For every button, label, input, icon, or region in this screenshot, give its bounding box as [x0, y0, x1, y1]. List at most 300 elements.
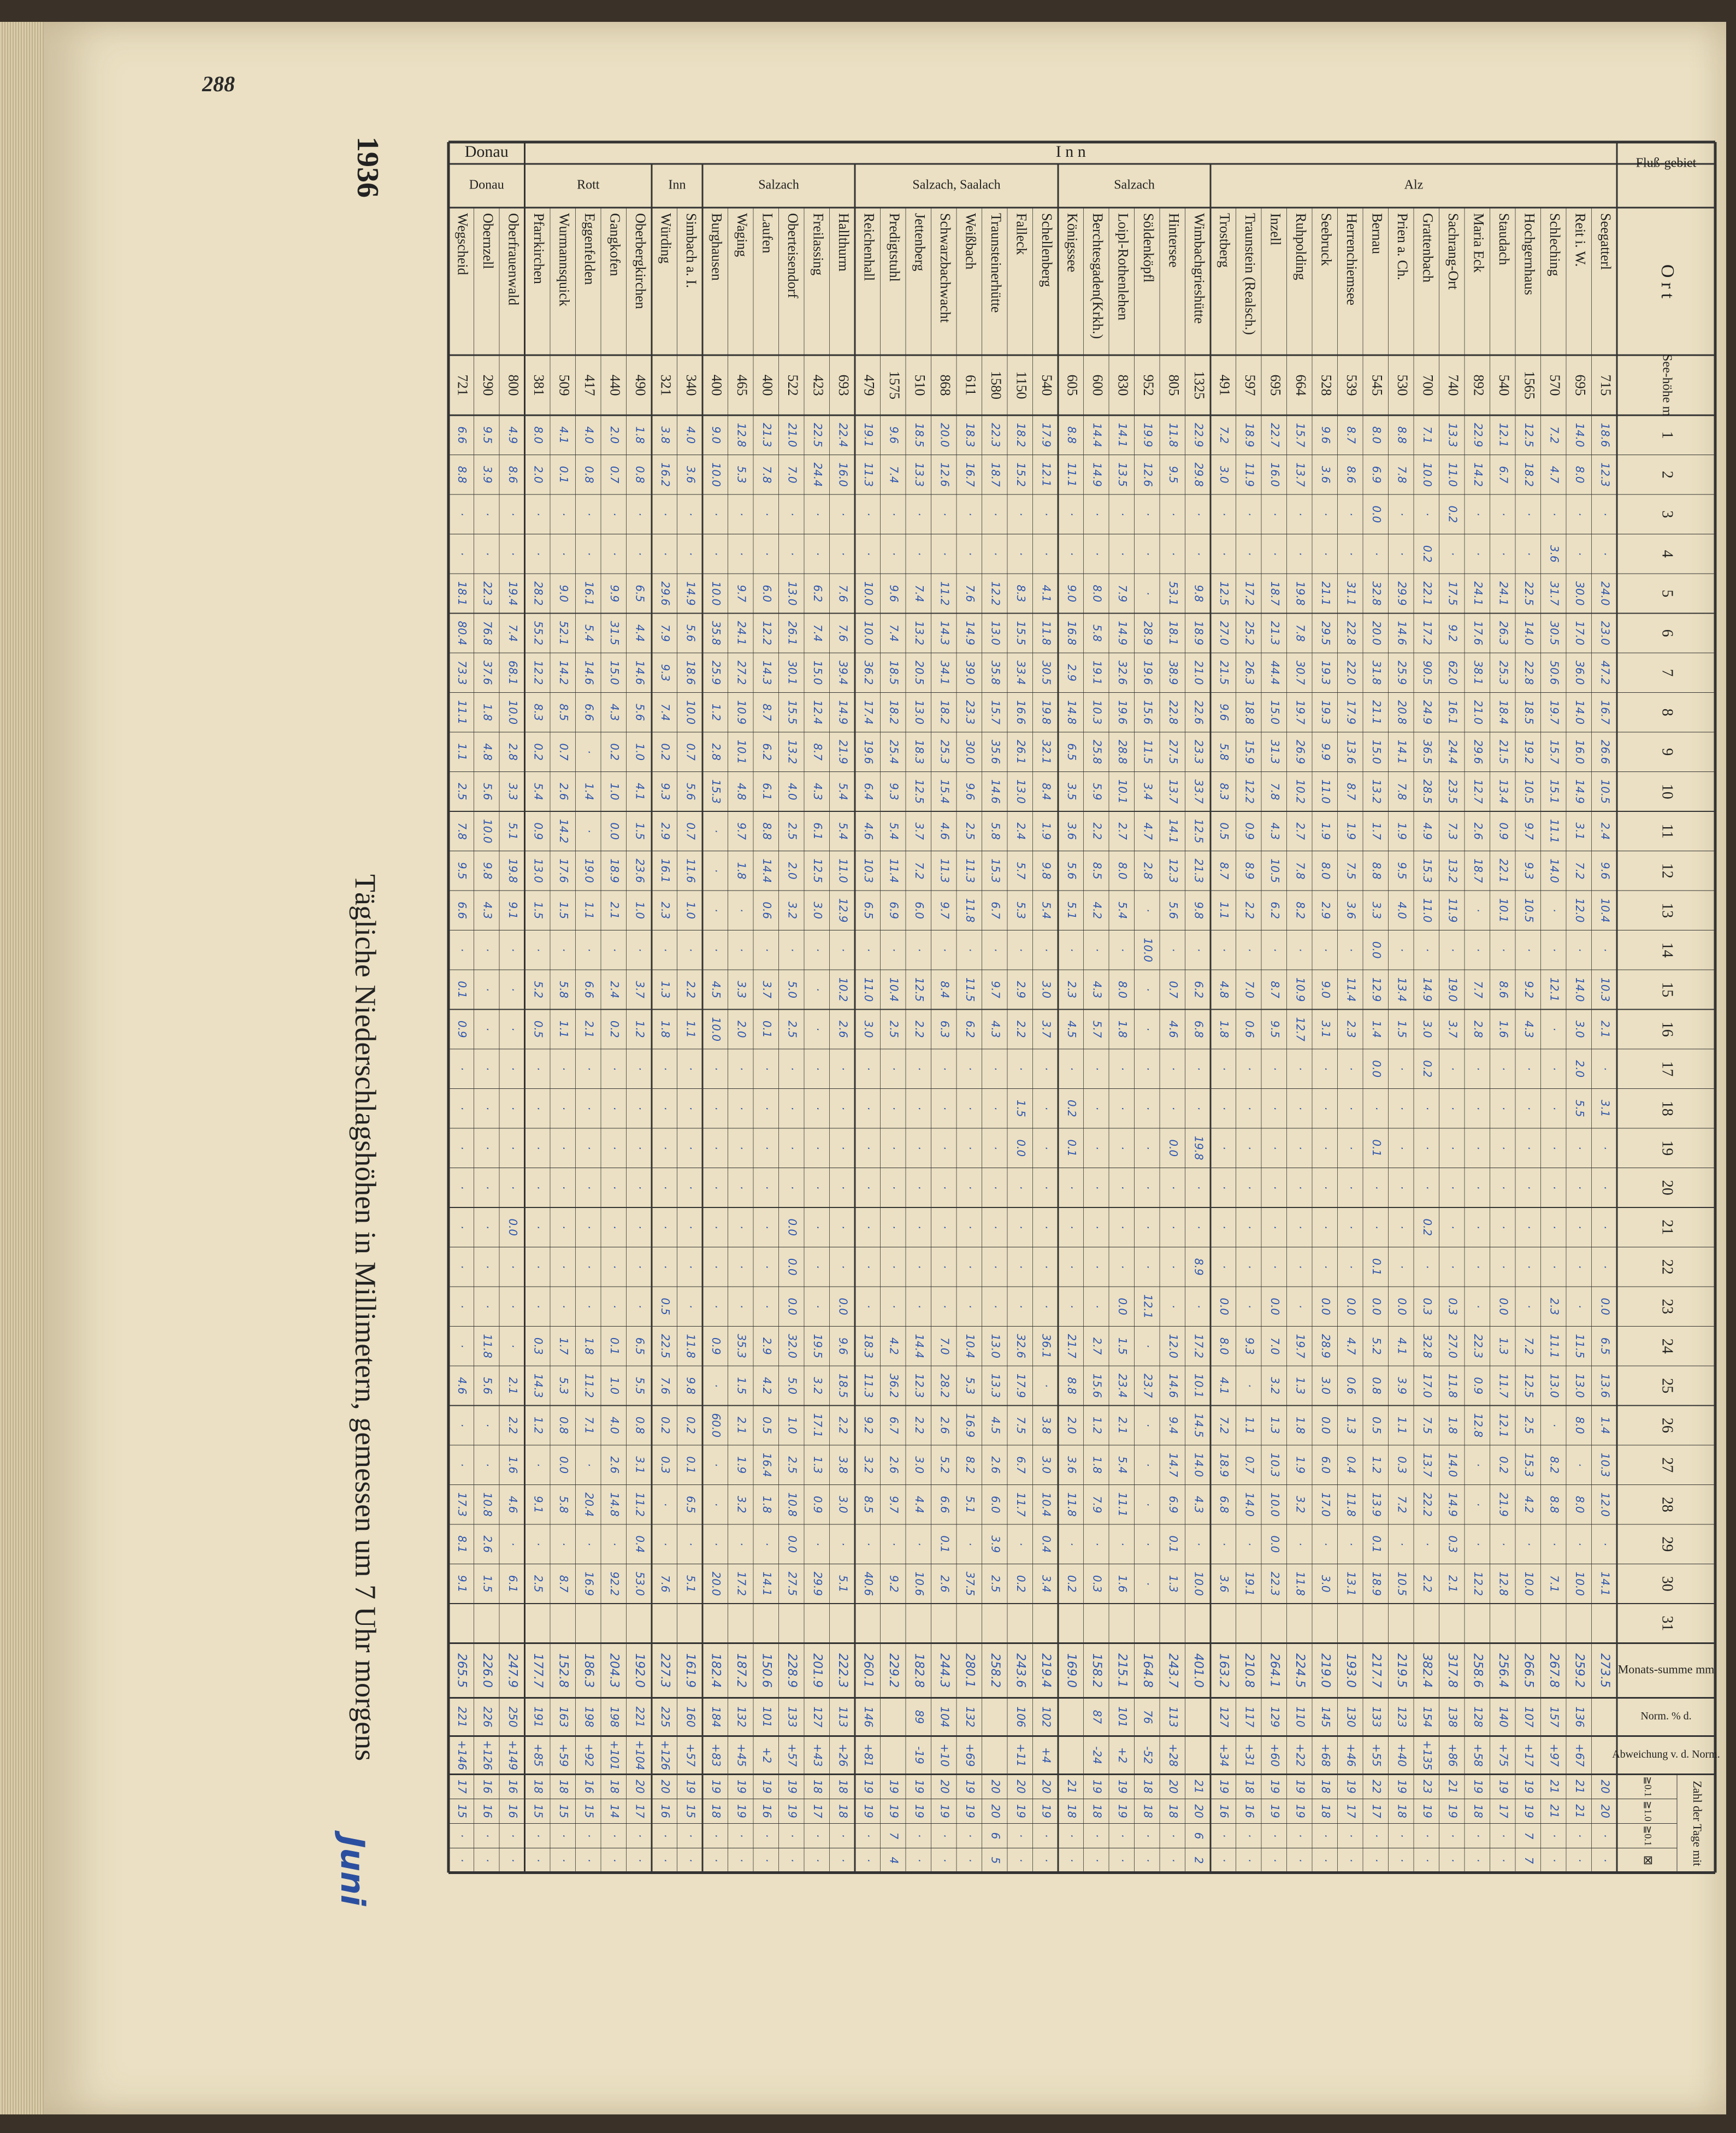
percent-of-norm: 140 [1497, 1706, 1510, 1728]
day-value: · [557, 1067, 570, 1071]
group-label: Rott [577, 178, 600, 192]
day-value: 2.6 [989, 1456, 1002, 1474]
day-value: 25.2 [1243, 621, 1256, 646]
day-value: 2.1 [1115, 1416, 1129, 1434]
deviation-from-norm: +149 [506, 1740, 519, 1770]
day-value: 14.9 [1115, 621, 1129, 646]
day-value: 0.1 [938, 1535, 952, 1553]
station-elevation: 1325 [1191, 371, 1207, 399]
deviation-from-norm: +4 [1040, 1747, 1053, 1764]
monthly-sum: 187.2 [734, 1653, 748, 1688]
day-value: 9.9 [1319, 743, 1332, 761]
days-count-3: · [1090, 1834, 1104, 1838]
day-value: 9.3 [658, 664, 672, 682]
days-count-1: 18 [532, 1780, 545, 1794]
day-value: 35.6 [989, 739, 1002, 764]
days-count-3: · [684, 1834, 698, 1838]
day-value: 10.5 [1522, 779, 1536, 804]
days-count-3: · [455, 1834, 469, 1838]
day-value: 0.0 [1598, 1298, 1612, 1316]
station-name: Reit i. W. [1572, 213, 1589, 267]
day-value: · [1471, 909, 1485, 912]
days-count-3: · [1243, 1834, 1256, 1838]
day-value: · [1217, 1146, 1231, 1150]
day-value: 8.2 [963, 1456, 977, 1474]
station-elevation: 510 [912, 374, 928, 396]
day-value: 37.5 [963, 1571, 977, 1596]
header-zahl-der-tage: Zahl der Tage mit [1690, 1781, 1704, 1866]
day-value: · [963, 1225, 977, 1229]
day-value: · [1166, 1265, 1180, 1269]
day-value: 11.2 [582, 1373, 596, 1398]
day-value: 1.5 [481, 1575, 494, 1593]
day-value: · [1141, 592, 1155, 596]
day-value: 10.3 [861, 858, 875, 883]
day-value: · [836, 1225, 850, 1229]
day-value: 1.1 [1217, 901, 1231, 920]
day-value: · [1141, 552, 1155, 556]
day-value: 22.6 [1192, 700, 1206, 725]
station-name: Hintersee [1166, 213, 1182, 268]
day-value: 6.0 [989, 1495, 1002, 1513]
day-value: · [1141, 1027, 1155, 1031]
day-value: 9.3 [658, 782, 672, 800]
day-value: 10.5 [1268, 858, 1282, 883]
station-name: Prien a. Ch. [1394, 213, 1410, 280]
day-value: 8.0 [1573, 1495, 1586, 1513]
day-value: 14.6 [1395, 621, 1409, 646]
day-value: 5.4 [836, 822, 850, 840]
day-value: 18.2 [1522, 462, 1536, 487]
monthly-sum: 228.9 [784, 1653, 799, 1688]
day-value: 0.0 [1369, 505, 1383, 523]
header-day-17: 17 [1658, 1061, 1676, 1077]
day-value: · [506, 1106, 519, 1110]
days-count-2: 18 [1090, 1804, 1104, 1818]
percent-of-norm: 145 [1319, 1706, 1332, 1728]
day-value: · [1395, 1225, 1409, 1229]
day-value: 0.0 [1369, 1298, 1383, 1316]
day-value: · [481, 948, 494, 952]
days-count-3: 7 [1522, 1832, 1536, 1840]
day-value: 4.0 [607, 1416, 621, 1434]
day-value: · [607, 1186, 621, 1189]
day-value: 1.3 [1497, 1337, 1510, 1355]
day-value: · [1471, 1186, 1485, 1189]
day-value: 0.2 [1065, 1575, 1078, 1593]
day-value: · [1446, 1146, 1460, 1150]
deviation-from-norm: +69 [963, 1743, 977, 1767]
day-value: · [989, 1146, 1002, 1150]
day-value: 36.2 [861, 660, 875, 685]
day-value: 1.0 [607, 1377, 621, 1395]
day-value: · [989, 552, 1002, 556]
day-value: · [455, 1186, 469, 1189]
monthly-sum: 264.1 [1267, 1653, 1282, 1688]
station-elevation: 1580 [988, 371, 1004, 399]
station-elevation: 290 [480, 374, 496, 396]
day-value: · [506, 1305, 519, 1309]
day-value: 3.2 [735, 1495, 748, 1513]
day-value: · [658, 552, 672, 556]
day-value: 5.4 [582, 624, 596, 642]
day-value: 21.0 [786, 422, 799, 447]
day-value: 6.7 [887, 1416, 901, 1434]
day-value: 2.1 [506, 1377, 519, 1395]
station-name: Gangkofen [607, 213, 623, 276]
day-value: 14.0 [1573, 700, 1586, 725]
day-value: 1.5 [557, 901, 570, 920]
day-value: 12.3 [912, 1373, 926, 1398]
days-count-3: 6 [989, 1832, 1002, 1840]
day-value: 1.0 [633, 743, 647, 761]
days-count-4: · [1243, 1858, 1256, 1863]
day-value: · [633, 1225, 647, 1229]
day-value: 28.8 [1115, 739, 1129, 764]
day-value: · [1115, 948, 1129, 952]
day-value: 31.7 [1548, 581, 1561, 606]
day-value: 15.6 [1141, 700, 1155, 725]
days-count-2: 19 [1115, 1804, 1129, 1818]
day-value: · [582, 1542, 596, 1546]
day-value: 2.3 [1344, 1020, 1358, 1038]
day-value: 12.3 [1598, 462, 1612, 487]
day-value: 0.9 [709, 1337, 723, 1355]
day-value: · [1471, 1542, 1485, 1546]
day-value: 4.4 [912, 1495, 926, 1513]
deviation-from-norm: +86 [1446, 1743, 1460, 1767]
day-value: 11.4 [887, 858, 901, 883]
day-value: · [1065, 1186, 1078, 1189]
day-value: 5.6 [684, 782, 698, 800]
day-value: 10.1 [1497, 898, 1510, 923]
day-value: 2.7 [1294, 822, 1307, 840]
day-value: 2.9 [1014, 981, 1028, 999]
day-value: · [735, 1106, 748, 1110]
day-value: · [1243, 1186, 1256, 1189]
day-value: · [709, 1225, 723, 1229]
day-value: · [1395, 1542, 1409, 1546]
percent-of-norm: 87 [1090, 1710, 1104, 1724]
day-value: · [1598, 1186, 1612, 1189]
day-value: 4.1 [1395, 1337, 1409, 1355]
deviation-from-norm: +55 [1369, 1743, 1383, 1767]
day-value: 1.1 [557, 1020, 570, 1038]
day-value: · [455, 512, 469, 516]
day-value: · [1243, 948, 1256, 952]
percent-of-norm: 136 [1573, 1706, 1586, 1728]
header-day-13: 13 [1658, 903, 1676, 918]
day-value: 25.9 [1395, 660, 1409, 685]
percent-of-norm: 89 [912, 1710, 926, 1724]
day-value: 8.0 [1217, 1337, 1231, 1355]
station-name: Hochgernhaus [1521, 213, 1538, 296]
day-value: 16.7 [1598, 700, 1612, 725]
day-value: 9.5 [1166, 466, 1180, 484]
day-value: 5.5 [1573, 1099, 1586, 1117]
days-count-4: · [811, 1858, 824, 1863]
day-value: 0.3 [658, 1456, 672, 1474]
day-value: 6.6 [455, 901, 469, 920]
day-value: · [481, 1265, 494, 1269]
days-count-2: 17 [811, 1804, 824, 1818]
day-value: 18.7 [1471, 858, 1485, 883]
day-value: 0.0 [1319, 1416, 1332, 1434]
days-count-3: · [760, 1834, 773, 1838]
percent-of-norm: 117 [1243, 1706, 1256, 1728]
day-value: 7.9 [658, 624, 672, 642]
days-count-1: 23 [1420, 1780, 1434, 1794]
day-value: 1.1 [684, 1020, 698, 1038]
day-value: 21.5 [1497, 739, 1510, 764]
day-value: · [1395, 1067, 1409, 1071]
monthly-sum: 219.4 [1038, 1653, 1053, 1688]
day-value: · [506, 1027, 519, 1031]
day-value: 2.0 [1065, 1416, 1078, 1434]
day-value: 0.2 [1065, 1099, 1078, 1117]
header-day-23: 23 [1658, 1299, 1676, 1315]
day-value: 4.3 [989, 1020, 1002, 1038]
day-value: 32.8 [1369, 581, 1383, 606]
header-day-5: 5 [1658, 590, 1676, 598]
day-value: 4.7 [1141, 822, 1155, 840]
header-day-18: 18 [1658, 1100, 1676, 1116]
days-count-3: · [1217, 1834, 1231, 1838]
day-value: · [532, 1542, 545, 1546]
day-value: 17.2 [1243, 581, 1256, 606]
day-value: 32.6 [1115, 660, 1129, 685]
monthly-sum: 224.5 [1292, 1653, 1307, 1688]
station-name: Seegatterl [1597, 213, 1614, 270]
day-value: · [760, 1186, 773, 1189]
day-value: 5.6 [481, 782, 494, 800]
day-value: 7.4 [887, 466, 901, 484]
day-value: 14.1 [1598, 1571, 1612, 1596]
day-value: 25.8 [1090, 739, 1104, 764]
days-count-2: 16 [658, 1804, 672, 1818]
day-value: 2.5 [887, 1020, 901, 1038]
day-value: · [1090, 1225, 1104, 1229]
day-value: · [1040, 1067, 1053, 1071]
day-value: · [1319, 1146, 1332, 1150]
day-value: 9.0 [709, 426, 723, 444]
station-elevation: 830 [1115, 374, 1131, 396]
day-value: 1.2 [633, 1020, 647, 1038]
day-value: 0.6 [1243, 1020, 1256, 1038]
day-value: 2.6 [481, 1535, 494, 1553]
day-value: 11.0 [1446, 462, 1460, 487]
day-value: · [1471, 948, 1485, 952]
days-count-3: · [1369, 1834, 1383, 1838]
day-value: · [1217, 1106, 1231, 1110]
days-count-1: 19 [786, 1780, 799, 1794]
day-value: · [1548, 1542, 1561, 1546]
day-value: 17.9 [1040, 422, 1053, 447]
day-value: · [607, 1265, 621, 1269]
day-value: 1.1 [582, 901, 596, 920]
days-count-1: 18 [1319, 1780, 1332, 1794]
day-value: 3.6 [684, 466, 698, 484]
day-value: 37.6 [481, 660, 494, 685]
day-value: 9.8 [684, 1377, 698, 1395]
day-value: 2.9 [1319, 901, 1332, 920]
day-value: 11.3 [963, 858, 977, 883]
day-value: 5.8 [1090, 624, 1104, 642]
day-value: 36.1 [1040, 1334, 1053, 1359]
day-value: · [786, 512, 799, 516]
day-value: 32.6 [1014, 1334, 1028, 1359]
day-value: 8.0 [1115, 981, 1129, 999]
header-day-6: 6 [1658, 629, 1676, 637]
day-value: 12.2 [989, 581, 1002, 606]
station-elevation: 800 [505, 374, 522, 396]
deviation-from-norm: +17 [1522, 1743, 1536, 1767]
day-value: 0.0 [1395, 1298, 1409, 1316]
day-value: 7.6 [658, 1377, 672, 1395]
day-value: 6.1 [760, 782, 773, 800]
day-value: 5.3 [735, 466, 748, 484]
day-value: 3.0 [1573, 1020, 1586, 1038]
day-value: 1.9 [1319, 822, 1332, 840]
day-value: 14.4 [760, 858, 773, 883]
day-value: · [1294, 552, 1307, 556]
days-count-4: · [1598, 1858, 1612, 1863]
day-value: · [887, 1225, 901, 1229]
deviation-from-norm: +146 [455, 1740, 469, 1770]
day-value: · [1141, 1582, 1155, 1586]
day-value: 9.3 [1522, 862, 1536, 880]
day-value: · [1217, 1542, 1231, 1546]
day-value: · [1166, 1225, 1180, 1229]
day-value: 18.2 [887, 700, 901, 725]
day-value: 5.3 [1014, 901, 1028, 920]
day-value: · [1040, 1146, 1053, 1150]
day-value: 0.2 [607, 743, 621, 761]
day-value: 15.1 [1548, 779, 1561, 804]
day-value: · [1243, 1542, 1256, 1546]
day-value: · [1369, 1225, 1383, 1229]
day-value: 3.3 [735, 981, 748, 999]
day-value: 4.0 [582, 426, 596, 444]
day-value: 13.9 [1369, 1492, 1383, 1517]
percent-of-norm: 110 [1294, 1706, 1307, 1728]
day-value: 0.9 [811, 1495, 824, 1513]
day-value: 19.8 [506, 858, 519, 883]
day-value: · [1598, 1146, 1612, 1150]
station-elevation: 952 [1140, 374, 1156, 396]
day-value: · [1573, 1146, 1586, 1150]
day-value: · [1319, 1542, 1332, 1546]
day-value: · [912, 512, 926, 516]
days-count-2: 16 [481, 1804, 494, 1818]
day-value: 1.8 [1446, 1416, 1460, 1434]
station-name: Staudach [1496, 213, 1512, 266]
day-value: · [1344, 552, 1358, 556]
header-norm-pct: Norm. % d. [1640, 1710, 1692, 1723]
day-value: 28.2 [532, 581, 545, 606]
day-value: 27.5 [786, 1571, 799, 1596]
day-value: · [1344, 1067, 1358, 1071]
day-value: 1.0 [607, 782, 621, 800]
day-value: 12.1 [1040, 462, 1053, 487]
station-name: Maria Eck [1471, 213, 1487, 273]
day-value: · [1319, 1106, 1332, 1110]
day-value: 0.8 [582, 466, 596, 484]
header-day-29: 29 [1658, 1536, 1676, 1552]
percent-of-norm: 133 [786, 1706, 799, 1728]
day-value: 1.3 [1268, 1416, 1282, 1434]
day-value: · [1319, 1067, 1332, 1071]
days-count-4: · [709, 1858, 723, 1863]
day-value: 6.2 [963, 1020, 977, 1038]
day-value: 5.8 [557, 981, 570, 999]
day-value: 20.0 [1369, 621, 1383, 646]
day-value: · [1471, 512, 1485, 516]
day-value: 0.1 [1166, 1535, 1180, 1553]
day-value: · [557, 1225, 570, 1229]
day-value: · [455, 1146, 469, 1150]
day-value: 10.3 [1268, 1452, 1282, 1477]
monthly-sum: 219.5 [1394, 1653, 1408, 1688]
days-count-1: 20 [633, 1780, 647, 1794]
day-value: 17.2 [1420, 621, 1434, 646]
day-value: · [1497, 948, 1510, 952]
day-value: 9.8 [481, 862, 494, 880]
station-name: Traunsteinerhütte [988, 213, 1004, 313]
day-value: 12.5 [811, 858, 824, 883]
days-count-3: · [1319, 1834, 1332, 1838]
day-value: · [1090, 512, 1104, 516]
day-value: 4.5 [709, 981, 723, 999]
day-value: 16.0 [836, 462, 850, 487]
day-value: · [989, 512, 1002, 516]
deviation-from-norm: +83 [709, 1743, 723, 1767]
day-value: 11.7 [1014, 1492, 1028, 1517]
station-name: Söldenköpfl [1140, 213, 1156, 283]
day-value: · [989, 1225, 1002, 1229]
day-value: 14.9 [836, 700, 850, 725]
day-value: 18.5 [912, 422, 926, 447]
day-value: 30.1 [786, 660, 799, 685]
days-count-3: · [1268, 1834, 1282, 1838]
day-value: 8.8 [1065, 426, 1078, 444]
day-value: 0.1 [684, 1456, 698, 1474]
day-value: · [887, 1186, 901, 1189]
day-value: 8.8 [1065, 1377, 1078, 1395]
monthly-sum: 222.3 [835, 1653, 849, 1688]
day-value: · [1598, 1225, 1612, 1229]
day-value: 16.9 [963, 1413, 977, 1438]
day-value: 0.1 [607, 1337, 621, 1355]
day-value: 31.5 [607, 621, 621, 646]
day-value: · [1090, 1186, 1104, 1189]
day-value: 3.7 [633, 981, 647, 999]
day-value: · [1395, 552, 1409, 556]
day-value: 2.2 [1090, 822, 1104, 840]
day-value: · [1090, 1106, 1104, 1110]
day-value: 19.6 [1141, 660, 1155, 685]
day-value: · [658, 512, 672, 516]
percent-of-norm: 101 [1115, 1706, 1129, 1728]
station-elevation: 693 [835, 374, 852, 396]
day-value: · [1598, 948, 1612, 952]
day-value: 3.9 [481, 466, 494, 484]
day-value: 14.6 [633, 660, 647, 685]
monthly-sum: 158.2 [1089, 1653, 1103, 1688]
day-value: 6.1 [811, 822, 824, 840]
day-value: 12.4 [811, 700, 824, 725]
day-value: 7.0 [1243, 981, 1256, 999]
